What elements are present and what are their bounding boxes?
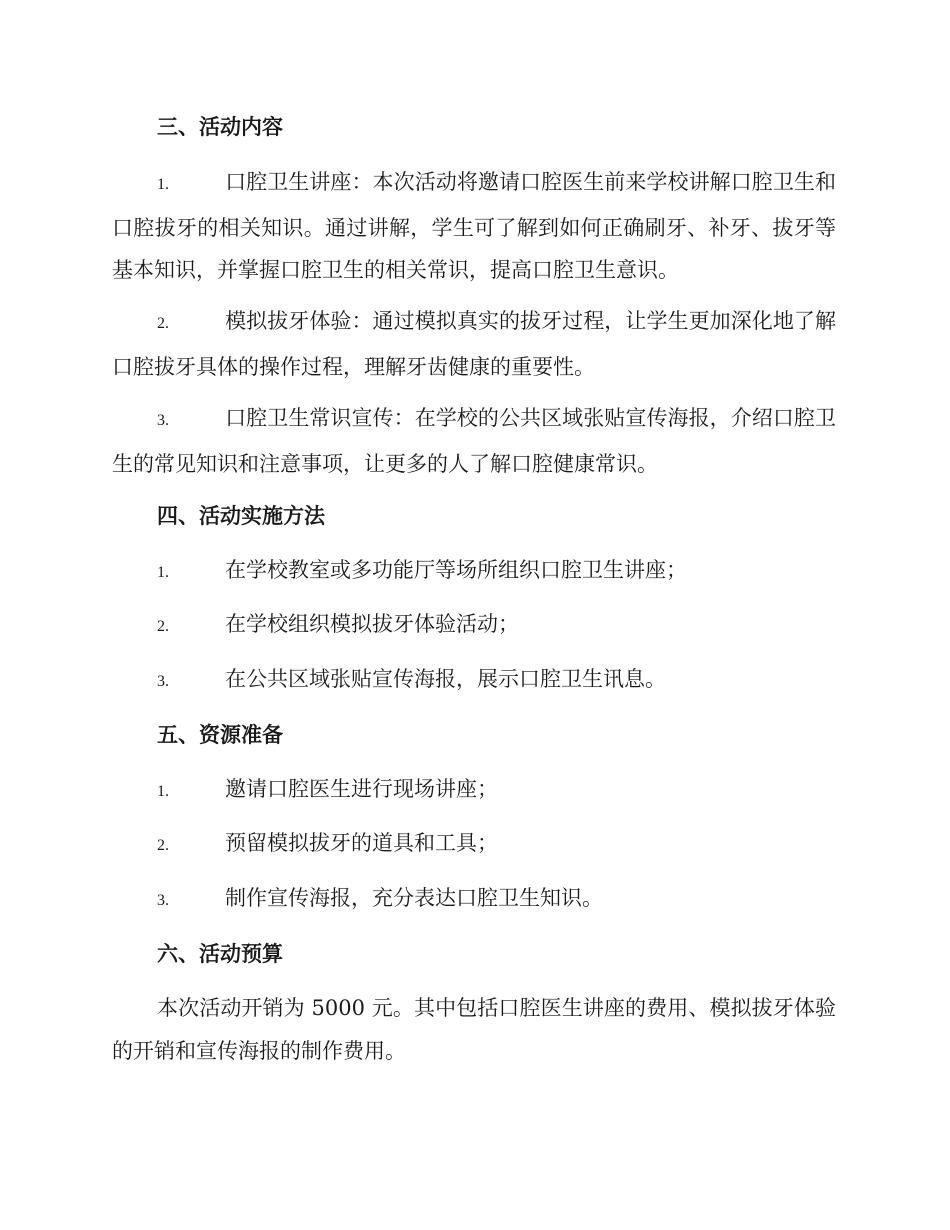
list-item	[112, 161, 836, 292]
budget-paragraph: 本次活动开销为 5000 元。其中包括口腔医生讲座的费用、模拟拔牙体验的开销和宣传海报的制作费用。	[112, 996, 836, 1063]
list-item-text: 口腔卫生常识宣传：在学校的公共区域张贴宣传海报，介绍口腔卫生的常见知识和注意事项，让更多的人了解口腔健康常识。	[112, 406, 836, 476]
list-item-number: 3.	[157, 892, 169, 909]
list-item-number: 1.	[157, 564, 169, 581]
list-item-text: 模拟拔牙体验：通过模拟真实的拔牙过程，让学生更加深化地了解口腔拔牙具体的操作过程，理解牙齿健康的重要性。	[112, 309, 836, 379]
section-heading-methods: 四、活动实施方法	[157, 503, 325, 528]
section-heading-content: 三、活动内容	[157, 114, 283, 139]
list-item-number: 2.	[157, 315, 169, 332]
list-item-text: 邀请口腔医生进行现场讲座；	[225, 777, 498, 801]
list-item-text: 口腔卫生讲座：本次活动将邀请口腔医生前来学校讲解口腔卫生和口腔拔牙的相关知识。通过讲解，学生可了解到如何正确刷牙、补牙、拔牙等基本知识，并掌握口腔卫生的相关常识，提高口腔卫生意识。	[112, 170, 836, 282]
list-item	[112, 658, 836, 704]
section-heading-resources: 五、资源准备	[157, 722, 283, 747]
list-item	[112, 397, 836, 485]
list-item	[112, 768, 836, 814]
list-item-number: 1.	[157, 783, 169, 800]
list-item-text: 制作宣传海报，充分表达口腔卫生知识。	[225, 886, 603, 910]
list-item-number: 3.	[157, 412, 169, 429]
list-item-text: 预留模拟拔牙的道具和工具；	[225, 831, 498, 855]
list-item	[112, 603, 836, 649]
list-item-number: 2.	[157, 618, 169, 635]
list-item-number: 1.	[157, 176, 169, 193]
list-item-text: 在学校教室或多功能厅等场所组织口腔卫生讲座；	[225, 558, 687, 582]
list-item	[112, 549, 836, 595]
list-item-text: 在公共区域张贴宣传海报，展示口腔卫生讯息。	[225, 667, 666, 691]
list-item-number: 3.	[157, 673, 169, 690]
list-item	[112, 822, 836, 868]
list-item-text: 在学校组织模拟拔牙体验活动；	[225, 612, 519, 636]
list-item	[112, 300, 836, 388]
list-item-number: 2.	[157, 837, 169, 854]
list-item	[112, 877, 836, 923]
section-heading-budget: 六、活动预算	[157, 941, 283, 966]
